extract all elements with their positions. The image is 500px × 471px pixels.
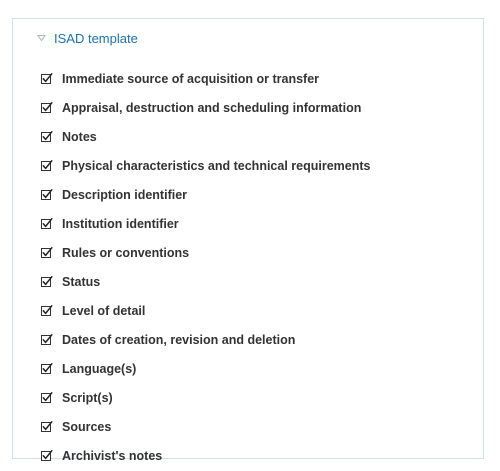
item-label: Script(s) <box>62 390 113 405</box>
checkbox-checked-icon[interactable] <box>41 392 53 404</box>
checkbox-checked-icon[interactable] <box>41 218 53 230</box>
fieldset-legend[interactable] <box>30 29 144 47</box>
item-label: Institution identifier <box>62 216 179 231</box>
checkbox-checked-icon[interactable] <box>41 363 53 375</box>
checkbox-checked-icon[interactable] <box>41 450 53 462</box>
list-item[interactable] <box>41 209 370 238</box>
checkbox-checked-icon[interactable] <box>41 334 53 346</box>
item-label: Level of detail <box>62 303 146 318</box>
list-item[interactable] <box>41 383 370 412</box>
checkbox-checked-icon[interactable] <box>41 305 53 317</box>
list-item[interactable] <box>41 180 370 209</box>
checkbox-checked-icon[interactable] <box>41 102 53 114</box>
checkbox-checked-icon[interactable] <box>41 131 53 143</box>
item-label: Archivist's notes <box>62 448 163 463</box>
checkbox-checked-icon[interactable] <box>41 160 53 172</box>
item-label: Rules or conventions <box>62 245 190 260</box>
list-item[interactable] <box>41 238 370 267</box>
checkbox-checked-icon[interactable] <box>41 247 53 259</box>
checkbox-checked-icon[interactable] <box>41 73 53 85</box>
item-label: Sources <box>62 419 112 434</box>
field-visibility-list <box>41 64 370 470</box>
isad-template-fieldset <box>12 18 484 463</box>
item-label: Appraisal, destruction and scheduling information <box>62 100 362 115</box>
fieldset-title[interactable]: ISAD template <box>54 30 138 46</box>
item-label: Notes <box>62 129 97 144</box>
item-label: Status <box>62 274 101 289</box>
list-item[interactable] <box>41 151 370 180</box>
list-item[interactable] <box>41 64 370 93</box>
checkbox-checked-icon[interactable] <box>41 276 53 288</box>
item-label: Immediate source of acquisition or transfer <box>62 71 320 86</box>
item-label: Description identifier <box>62 187 188 202</box>
list-item[interactable] <box>41 122 370 151</box>
list-item[interactable] <box>41 296 370 325</box>
item-label: Language(s) <box>62 361 137 376</box>
item-label: Dates of creation, revision and deletion <box>62 332 296 347</box>
list-item[interactable] <box>41 441 370 470</box>
list-item[interactable] <box>41 93 370 122</box>
item-label: Physical characteristics and technical requirements <box>62 158 371 173</box>
checkbox-checked-icon[interactable] <box>41 189 53 201</box>
checkbox-checked-icon[interactable] <box>41 421 53 433</box>
list-item[interactable] <box>41 354 370 383</box>
list-item[interactable] <box>41 325 370 354</box>
list-item[interactable] <box>41 267 370 296</box>
list-item[interactable] <box>41 412 370 441</box>
triangle-down-icon[interactable] <box>36 33 46 43</box>
